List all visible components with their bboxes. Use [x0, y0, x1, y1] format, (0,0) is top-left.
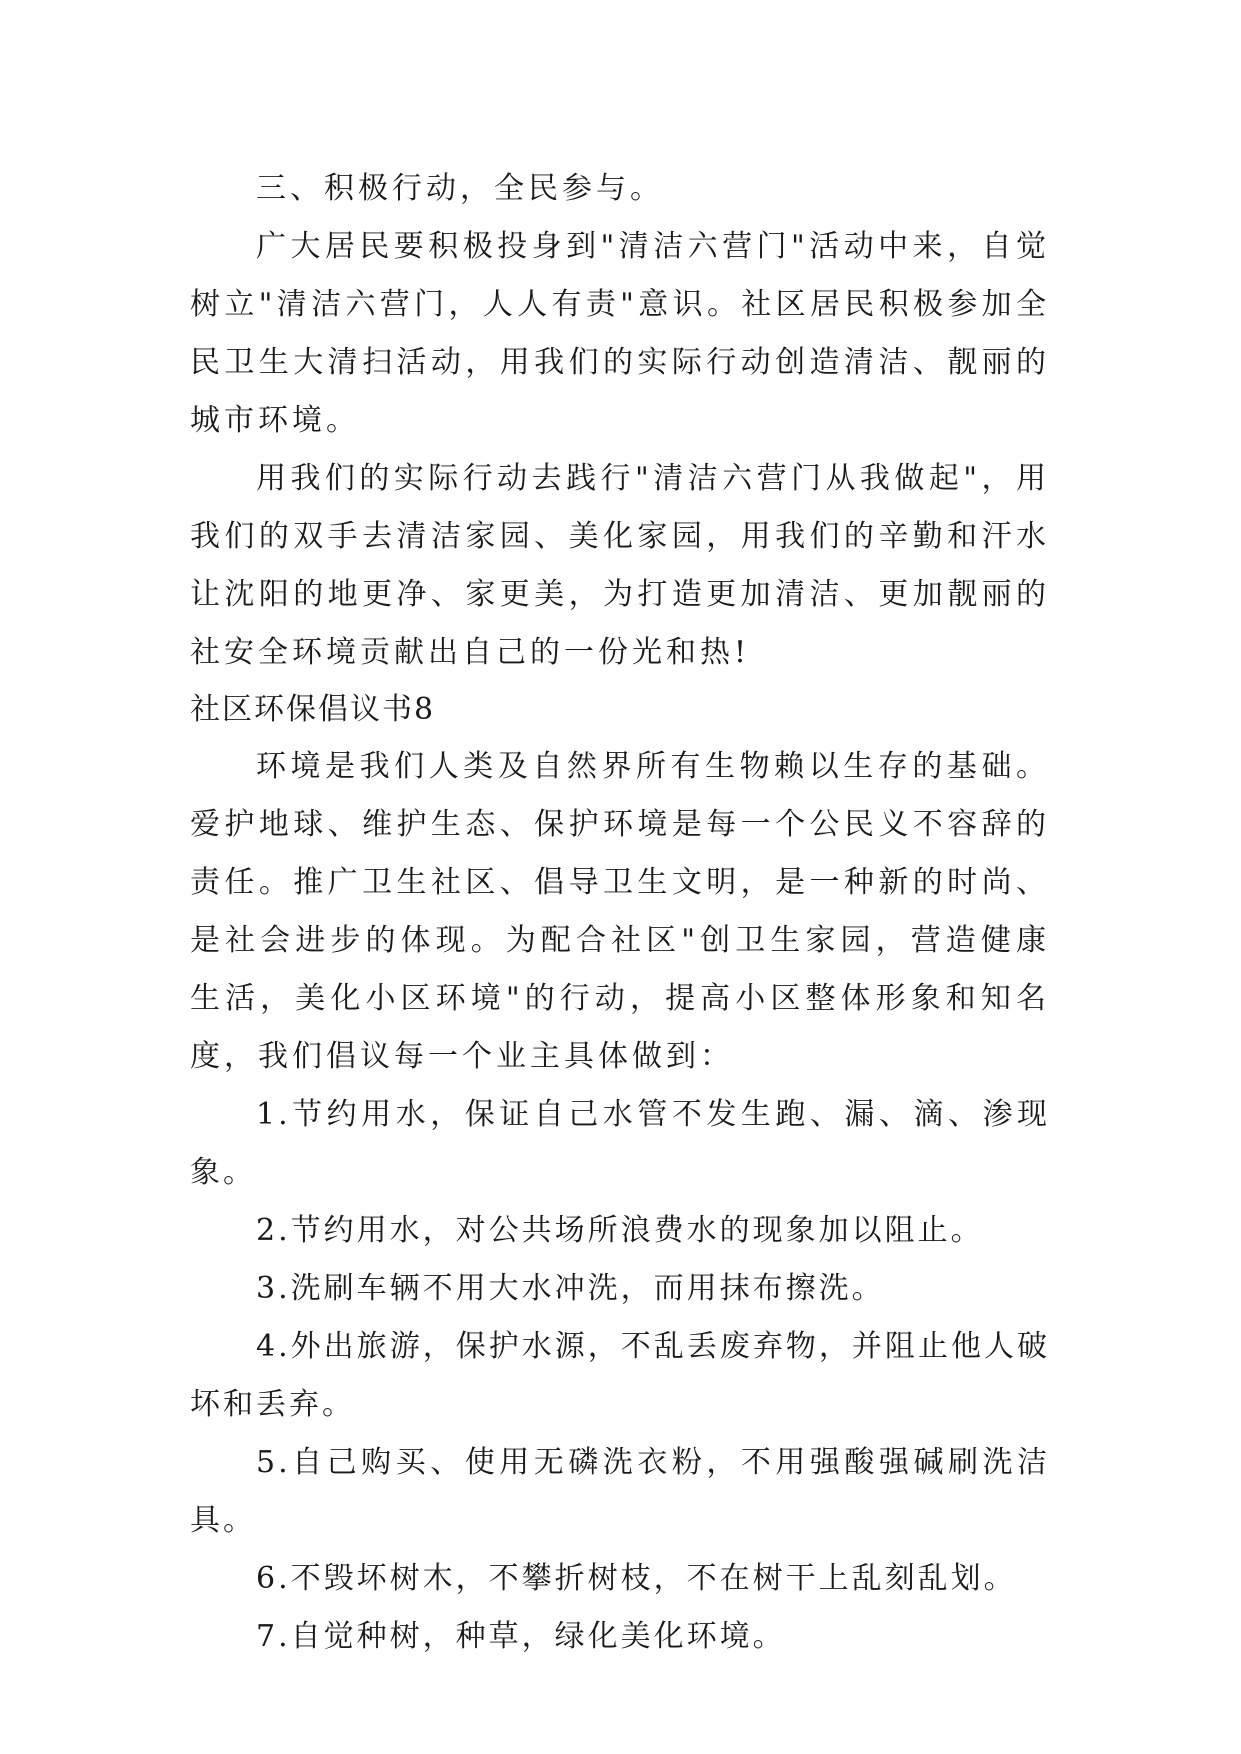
list-item: 3.洗刷车辆不用大水冲洗，而用抹布擦洗。	[256, 1271, 885, 1306]
list-item: 1.节约用水，保证自己水管不发生跑、漏、滴、渗现象。	[190, 1097, 1050, 1190]
list-item: 6.不毁坏树木，不攀折树枝，不在树干上乱刻乱划。	[256, 1561, 1017, 1596]
section-three-heading: 三、积极行动，全民参与。	[256, 171, 664, 206]
paragraph-residents-participation: 广大居民要积极投身到"清洁六营门"活动中来，自觉树立"清洁六营门，人人有责"意识。社区居民积极参加全民卫生大清扫活动，用我们的实际行动创造清洁、靓丽的城市环境。	[190, 229, 1050, 438]
list-item: 2.节约用水，对公共场所浪费水的现象加以阻止。	[256, 1213, 984, 1248]
paragraph-intro: 环境是我们人类及自然界所有生物赖以生存的基础。爱护地球、维护生态、保护环境是每一个公民义不容辞的责任。推广卫生社区、倡导卫生文明，是一种新的时尚、是社会进步的体现。为配合社区"创卫生家园，营造健康生活，美化小区环境"的行动，提高小区整体形象和知名度，我们倡议每一个业主具体做到：	[190, 749, 1050, 1074]
document-page	[190, 160, 1050, 1666]
list-item: 7.自觉种树，种草，绿化美化环境。	[256, 1619, 786, 1654]
section-title: 社区环保倡议书8	[190, 692, 436, 727]
paragraph-practical-action: 用我们的实际行动去践行"清洁六营门从我做起"，用我们的双手去清洁家园、美化家园，用我们的辛勤和汗水让沈阳的地更净、家更美，为打造更加清洁、更加靓丽的社安全环境贡献出自己的一份光和热!	[190, 461, 1050, 670]
list-item: 5.自己购买、使用无磷洗衣粉，不用强酸强碱刷洗洁具。	[190, 1445, 1050, 1538]
list-item: 4.外出旅游，保护水源，不乱丢废弃物，并阻止他人破坏和丢弃。	[190, 1329, 1050, 1422]
